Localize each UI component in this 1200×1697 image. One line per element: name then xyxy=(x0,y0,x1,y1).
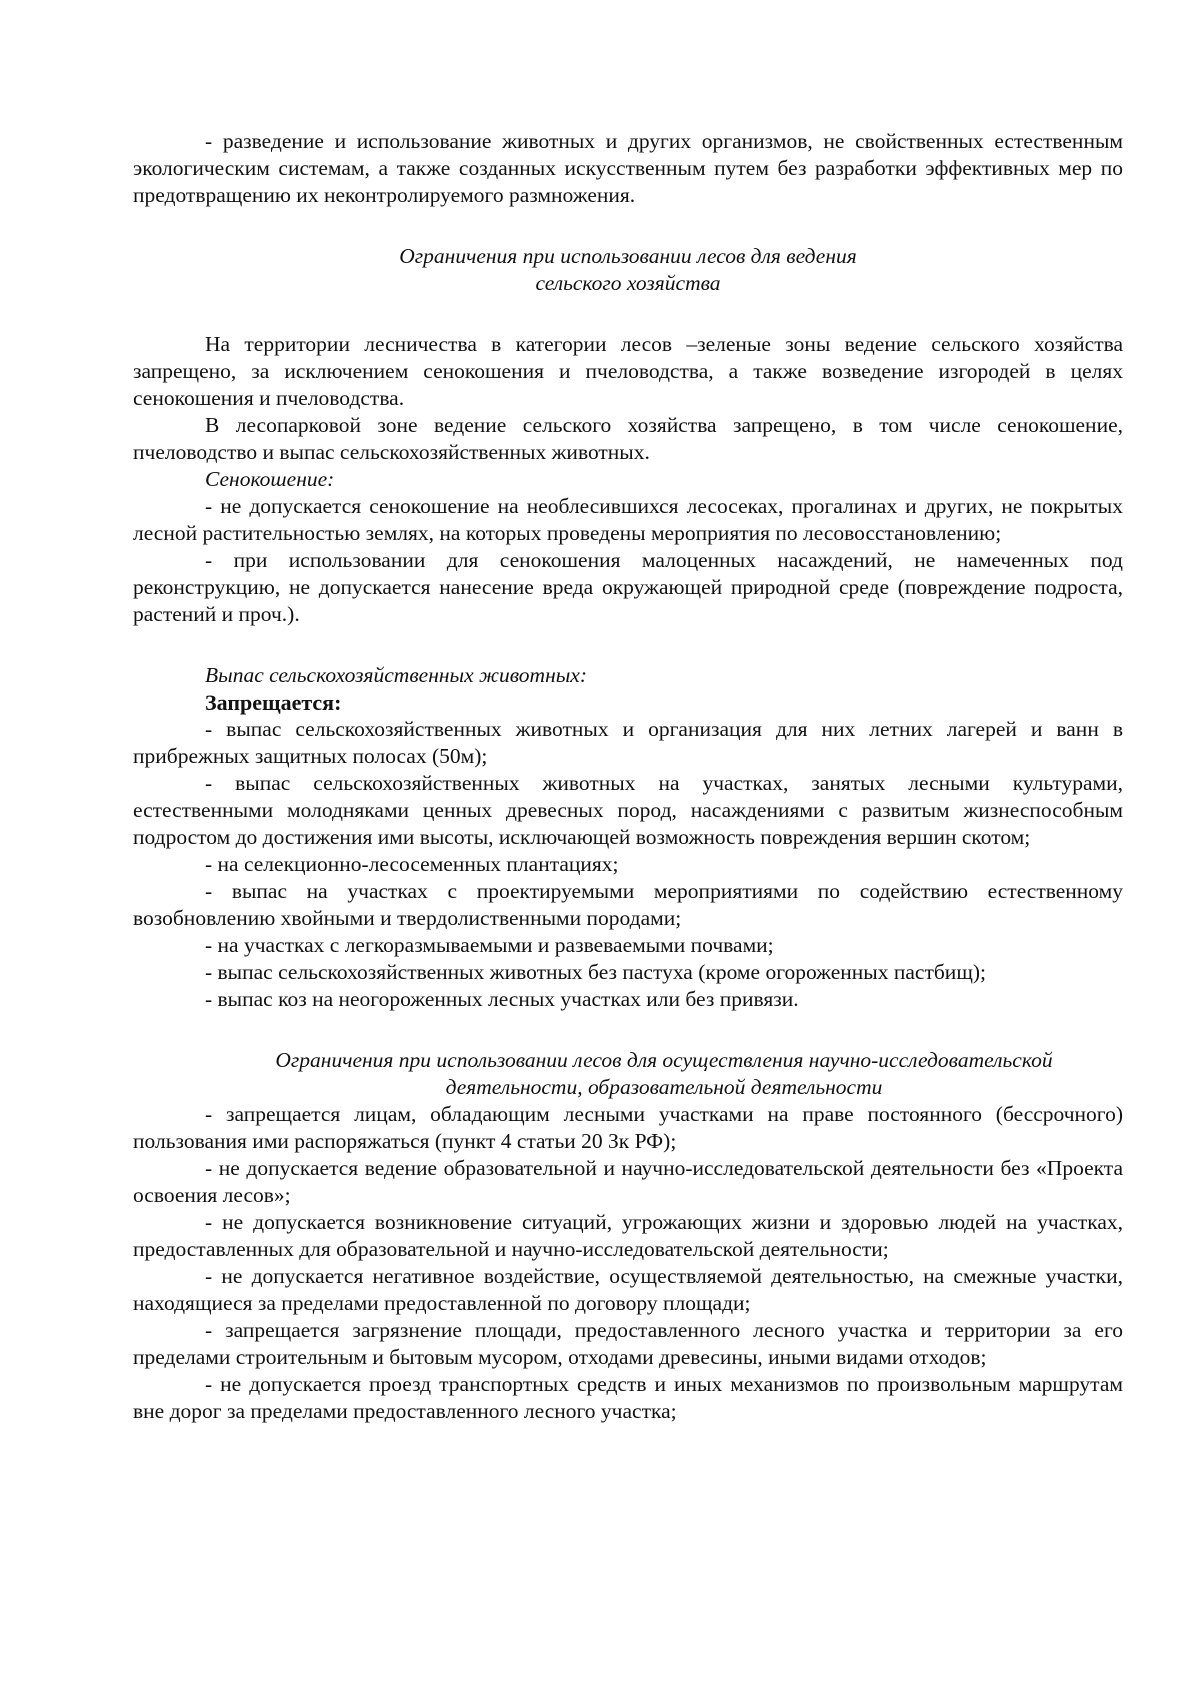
list-item-grazing: - на селекционно-лесосеменных плантациях; xyxy=(205,852,619,876)
section-heading-research: Ограничения при использовании лесов для осуществления научно-исследовательской деятельности, образовательной деятельности xyxy=(275,1048,1053,1099)
list-item-grazing: - выпас коз на неогороженных лесных участках или без привязи. xyxy=(205,987,799,1011)
label-prohibited: Запрещается: xyxy=(205,690,342,715)
list-item-research: - не допускается возникновение ситуаций, угрожающих жизни и здоровью людей на участках, предоставленных для образовательной и научно-исследовательской деятельности; xyxy=(133,1210,1123,1261)
paragraph-haymaking-2: - при использовании для сенокошения малоценных насаждений, не намеченных под реконструкцию, не допускается нанесение вреда окружающей природной среде (повреждение подроста, растений и проч.). xyxy=(133,548,1123,626)
section-heading-agriculture xyxy=(133,243,1123,297)
list-item-research: - запрещается лицам, обладающим лесными участками на праве постоянного (бессрочного) пользования ими распоряжаться (пункт 4 статьи 20 Зк РФ); xyxy=(133,1102,1123,1153)
list-item-grazing: - выпас на участках с проектируемыми мероприятиями по содействию естественному возобновлению хвойными и твердолиственными породами; xyxy=(133,879,1123,930)
paragraph-intro: - разведение и использование животных и других организмов, не свойственных естественным экологическим системам, а также созданных искусственным путем без разработки эффективных мер по предотвращению их неконтролируемого размножения. xyxy=(133,129,1123,207)
list-item-research: - не допускается проезд транспортных средств и иных механизмов по произвольным маршрутам вне дорог за пределами предоставленного лесного участка; xyxy=(133,1372,1123,1423)
paragraph-haymaking-1: - не допускается сенокошение на необлесившихся лесосеках, прогалинах и других, не покрытых лесной растительностью землях, на которых проведены мероприятия по лесовосстановлению; xyxy=(133,494,1123,545)
section-heading-agriculture-line1: Ограничения при использовании лесов для ведения xyxy=(399,244,857,268)
paragraph-agriculture-2: В лесопарковой зоне ведение сельского хозяйства запрещено, в том числе сенокошение, пчеловодство и выпас сельскохозяйственных животных. xyxy=(133,413,1123,464)
list-item-research: - запрещается загрязнение площади, предоставленного лесного участка и территории за его пределами строительным и бытовым мусором, отходами древесины, иными видами отходов; xyxy=(133,1318,1123,1369)
list-item-grazing: - выпас сельскохозяйственных животных без пастуха (кроме огороженных пастбищ); xyxy=(205,960,987,984)
list-item-research: - не допускается ведение образовательной и научно-исследовательской деятельности без «Проекта освоения лесов»; xyxy=(133,1156,1123,1207)
subheading-haymaking: Сенокошение: xyxy=(205,467,335,491)
list-item-grazing: - выпас сельскохозяйственных животных и организация для них летних лагерей и ванн в прибрежных защитных полосах (50м); xyxy=(133,717,1123,768)
paragraph-agriculture-1: На территории лесничества в категории лесов –зеленые зоны ведение сельского хозяйства запрещено, за исключением сенокошения и пчеловодства, а также возведение изгородей в целях сенокошения и пчеловодства. xyxy=(133,332,1123,410)
list-item-grazing: - выпас сельскохозяйственных животных на участках, занятых лесными культурами, естественными молодняками ценных древесных пород, насаждениями с развитым жизнеспособным подростом до достижения ими высоты, исключающей возможность повреждения вершин скотом; xyxy=(133,771,1123,849)
document-body xyxy=(133,128,1123,1425)
list-item-research: - не допускается негативное воздействие, осуществляемой деятельностью, на смежные участки, находящиеся за пределами предоставленной по договору площади; xyxy=(133,1264,1123,1315)
list-item-grazing: - на участках с легкоразмываемыми и развеваемыми почвами; xyxy=(205,933,774,957)
section-heading-agriculture-line2: сельского хозяйства xyxy=(535,271,721,295)
subheading-grazing: Выпас сельскохозяйственных животных: xyxy=(205,663,588,687)
